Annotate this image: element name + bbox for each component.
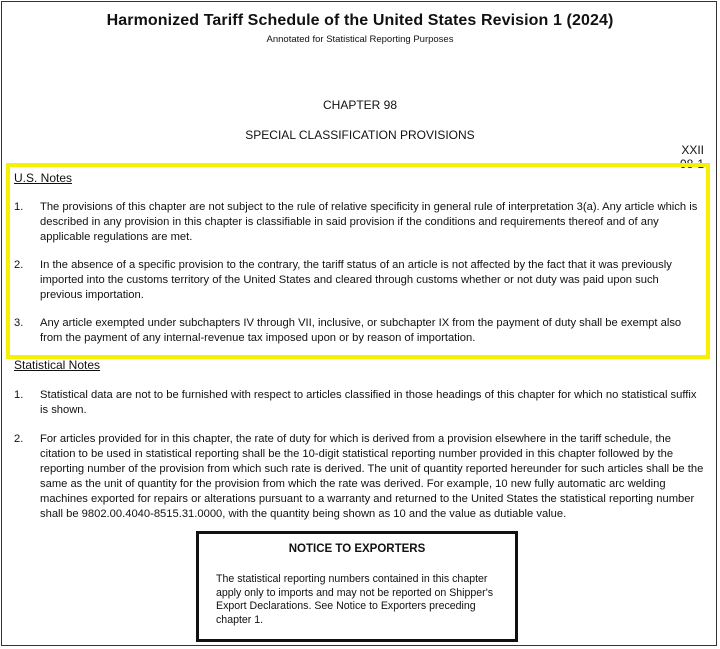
us-note-item [14, 258, 704, 303]
note-text: For articles provided for in this chapter, the rate of duty for which is derived from a provision elsewhere in the tariff schedule, the citation to be used in statistical reporting shall be the 10-digit statistical reporting number provided in this chapter followed by the reporting number of the provision from which such rate is derived. The unit of quantity reported hereunder for such articles shall be the same as the unit of quantity for the provision from which the rate was derived. For example, 10 new fully automatic arc welding machines exported for repairs or alterations pursuant to a warranty and returned to the United States the statistical reporting number shall be 9802.00.4040-8515.31.0000, with the quantity being shown as 10 and the value as dutiable value. [40, 433, 704, 520]
notice-body: The statistical reporting numbers contained in this chapter apply only to imports and may not be reported on Shipper's Export Declarations. See Notice to Exporters preceding chapter 1. [216, 573, 494, 626]
document-title: Harmonized Tariff Schedule of the United States Revision 1 (2024) [106, 12, 614, 29]
note-text: The provisions of this chapter are not subject to the rule of relative specificity in general rule of interpretation 3(a). Any article which is described in any provision in this chapter is classifiable in said provision if the conditions and requirements thereof and of any applicable regulations are met. [40, 201, 698, 243]
note-text: Statistical data are not to be furnished with respect to articles classified in those headings of this chapter for which no statistical suffix is shown. [40, 389, 697, 416]
notice-title: NOTICE TO EXPORTERS [288, 543, 426, 555]
note-number: 1. [14, 389, 24, 401]
chapter-title: SPECIAL CLASSIFICATION PROVISIONS [245, 128, 475, 142]
chapter-number: CHAPTER 98 [322, 98, 398, 112]
note-number: 3. [14, 317, 24, 329]
us-notes-heading: U.S. Notes [14, 171, 73, 185]
note-text: In the absence of a specific provision to the contrary, the tariff status of an article is not affected by the fact that it was previously imported into the customs territory of the United States and cleared through customs whether or not duty was paid upon such previous importation. [40, 259, 672, 301]
us-note-item [14, 316, 704, 346]
notice-to-exporters-box [196, 531, 518, 642]
note-number: 1. [14, 201, 24, 213]
statistical-notes-heading: Statistical Notes [14, 358, 101, 372]
document-subtitle: Annotated for Statistical Reporting Purposes [266, 34, 454, 45]
statistical-note-item [14, 388, 704, 418]
section-code: XXII [681, 143, 704, 157]
statistical-note-item [14, 432, 704, 522]
page-number-partial: 98-1 [679, 157, 704, 171]
note-number: 2. [14, 259, 24, 271]
us-note-item [14, 200, 704, 245]
note-number: 2. [14, 433, 24, 445]
note-text: Any article exempted under subchapters IV through VII, inclusive, or subchapter IX from the payment of duty shall be exempt also from the payment of any internal-revenue tax imposed upon or by reason of importation. [40, 317, 682, 344]
